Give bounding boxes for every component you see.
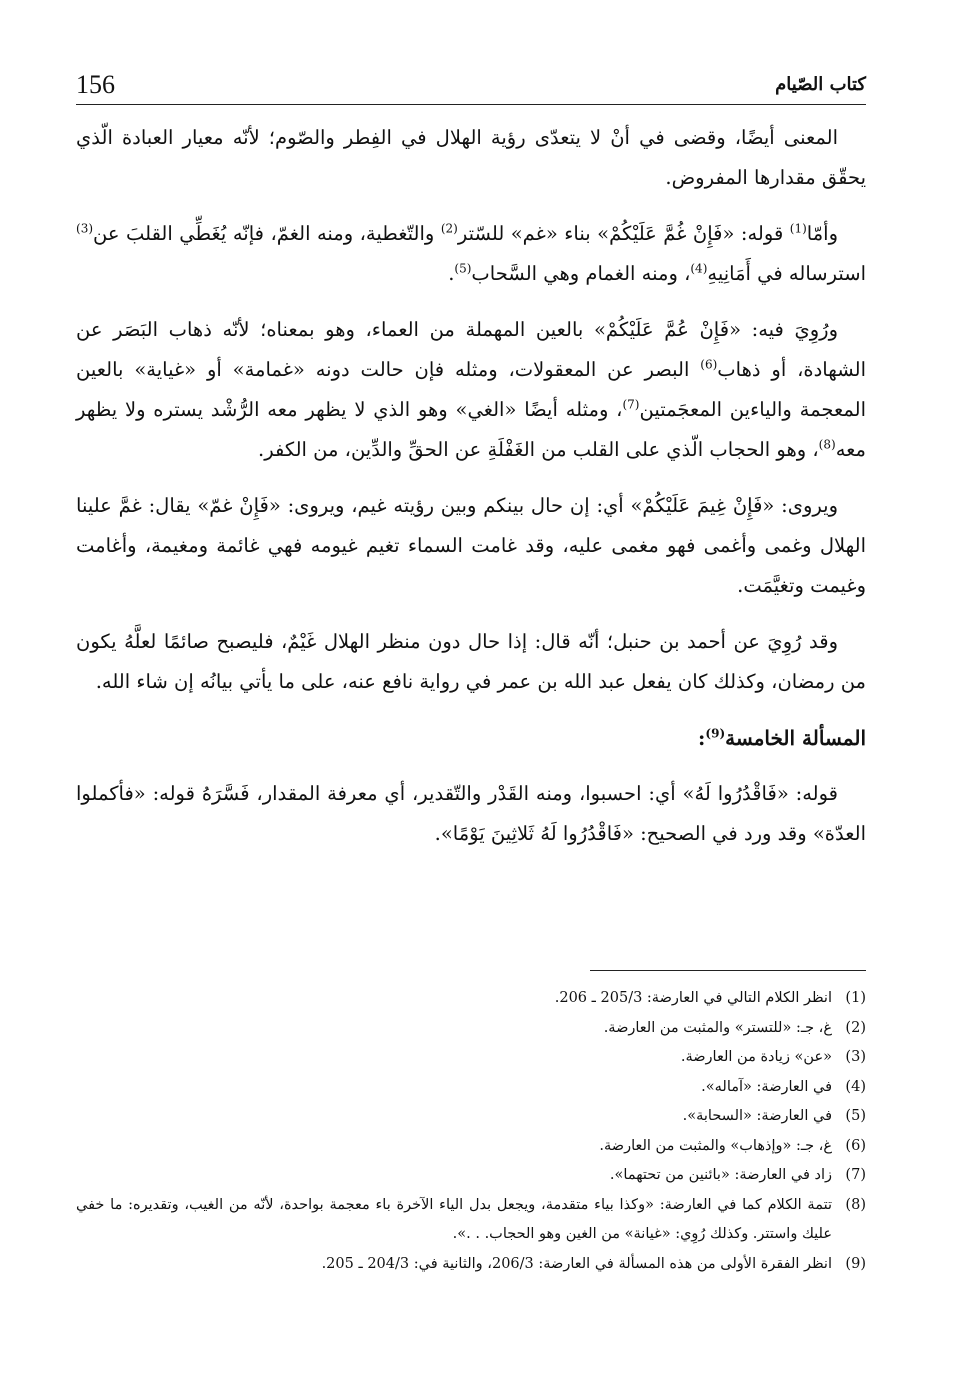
footnote-ref[interactable]: (5) bbox=[454, 261, 472, 276]
footnote-number: (7) bbox=[845, 1167, 866, 1183]
paragraph: قوله: «فَاقْدُرُوا لَهُ» أي: احسبوا، ومنه القَدْر والتّقدير، أي معرفة المقدار، فَسَّرَهُ قوله: «فأكملوا العدّة» وقد ورد في الصحيح: «فَاقْدُرُوا لَهُ ثَلاثِينَ يَوْمًا». bbox=[76, 782, 866, 845]
footnotes bbox=[76, 984, 866, 1279]
footnote-text: غ، جـ: «للتستر» والمثبت من العارضة. bbox=[603, 1019, 832, 1036]
paragraph: وأمّا$^{(1)}$ قوله: «فَإِنْ غُمَّ عَلَيْكُمْ» بناء «غم» للسّتر$^{(2)}$ والتّغطية، ومنه الغمّ، فإنّه يُغَطِّي القلبَ عن$^{(3)}$ استرساله في أَمَانِيهِ$^{(4)}$، ومنه الغمام وهي السَّحاب$^{(5)}$. bbox=[76, 221, 866, 285]
footnote bbox=[76, 1043, 866, 1073]
paragraph: المعنى أيضًا، وقضى في أنْ لا يتعدّى رؤية الهلال في الفِطر والصّوم؛ لأنّه معيار العبادة الّذي يحقّق مقدارها المفروض. bbox=[76, 126, 866, 189]
footnote-text: انظر الكلام التالي في العارضة: 205/3 ـ 206. bbox=[554, 990, 832, 1006]
footnote-separator bbox=[590, 970, 866, 971]
footnote-number: (6) bbox=[845, 1137, 866, 1154]
footnote-ref[interactable]: (7) bbox=[622, 397, 640, 412]
footnote-ref[interactable]: (4) bbox=[690, 261, 708, 276]
footnote-number: (9) bbox=[845, 1255, 866, 1272]
footnote-ref[interactable]: (9) bbox=[705, 726, 726, 741]
footnote bbox=[76, 1250, 866, 1280]
footnote-text: «عن» زيادة من العارضة. bbox=[680, 1049, 832, 1065]
section-heading: المسألة الخامسة$^{(9)}$: bbox=[698, 726, 866, 750]
footnote-text: زاد في العارضة: «بائنين من تحتهما». bbox=[609, 1167, 832, 1183]
footnote bbox=[76, 1102, 866, 1132]
page-number: 156 bbox=[76, 70, 115, 99]
main-text bbox=[76, 118, 866, 870]
footnote bbox=[76, 1191, 866, 1250]
footnote-ref[interactable]: (8) bbox=[818, 437, 836, 452]
footnote-number: (1) bbox=[845, 990, 866, 1006]
footnote-text: في العارضة: «السحابة». bbox=[682, 1108, 832, 1124]
footnote-number: (8) bbox=[845, 1196, 866, 1213]
footnote-number: (5) bbox=[845, 1108, 866, 1124]
footnote-ref[interactable]: (6) bbox=[700, 357, 718, 372]
footnote-number: (2) bbox=[845, 1019, 866, 1036]
footnote bbox=[76, 1073, 866, 1103]
footnote bbox=[76, 984, 866, 1014]
footnote-text: غ، جـ: «وإذهاب» والمثبت من العارضة. bbox=[599, 1137, 832, 1154]
footnote-number: (3) bbox=[845, 1049, 866, 1065]
running-title: كتاب الصّيام bbox=[775, 74, 866, 95]
footnote-ref[interactable]: (3) bbox=[76, 221, 94, 236]
paragraph: ويروى: «فَإِنْ غِيمَ عَلَيْكُمْ» أي: إن حال بينكم وبين رؤيته غيم، ويروى: «فَإِنْ غمّ» يقال: غمَّ علينا الهلال وغمى وأغمى فهو مغمى عليه، وقد غامت السماء تغيم غيومه فهي غائمة ومغيمة، وأغامت وغيمت وتغيَّمَت. bbox=[76, 494, 866, 597]
footnote-ref[interactable]: (2) bbox=[440, 221, 458, 236]
footnote-number: (4) bbox=[845, 1078, 866, 1095]
page-header bbox=[76, 64, 866, 105]
paragraph: ورُوِيَ فيه: «فَإِنْ عُمَّ عَلَيْكُمْ» بالعين المهملة من العماء، وهو بمعناه؛ لأنّه ذهاب البَصَر عن الشهادة، أو ذهاب$^{(6)}$ البصر عن المعقولات، ومثله فإن حالت دونه «غمامة» أو «غياية» بالعين المعجمة والياءين المعجَمتين$^{(7)}$، ومثله أيضًا «الغي» وهو الذي لا يظهر معه الرُّشْد يستره ولا يظهر معه$^{(8)}$، وهو الحجاب الّذي على القلب من الغَفْلَةِ عن الحقِّ والدِّين، من الكفر. bbox=[76, 318, 866, 461]
footnote-text: انظر الفقرة الأولى من هذه المسألة في العارضة: 206/3، والثانية في: 204/3 ـ 205. bbox=[321, 1255, 832, 1272]
footnote bbox=[76, 1161, 866, 1191]
footnote bbox=[76, 1132, 866, 1162]
paragraph: وقد رُوِيَ عن أحمد بن حنبل؛ أنّه قال: إذا حال دون منظر الهلال غَيْمٌ، فليصبح صائمًا لعلَّهُ يكون من رمضان، وكذلك كان يفعل عبد الله بن عمر في رواية نافع عنه، على ما يأتي بيانُه إن شاء الله. bbox=[76, 630, 866, 693]
footnote-text: تتمة الكلام كما في العارضة: «وكذا بياء متقدمة، ويجعل بدل الياء الآخرة باء معجمة بواحدة، لأنّه من الغيب، وتقديره: ما خفي عليك واستتر. وكذلك رُوِي: «غيانة» من الغين وهو الحجاب. . .». bbox=[76, 1196, 832, 1242]
footnote-ref[interactable]: (1) bbox=[789, 221, 807, 236]
footnote bbox=[76, 1014, 866, 1044]
footnote-text: في العارضة: «آماله». bbox=[701, 1078, 832, 1095]
